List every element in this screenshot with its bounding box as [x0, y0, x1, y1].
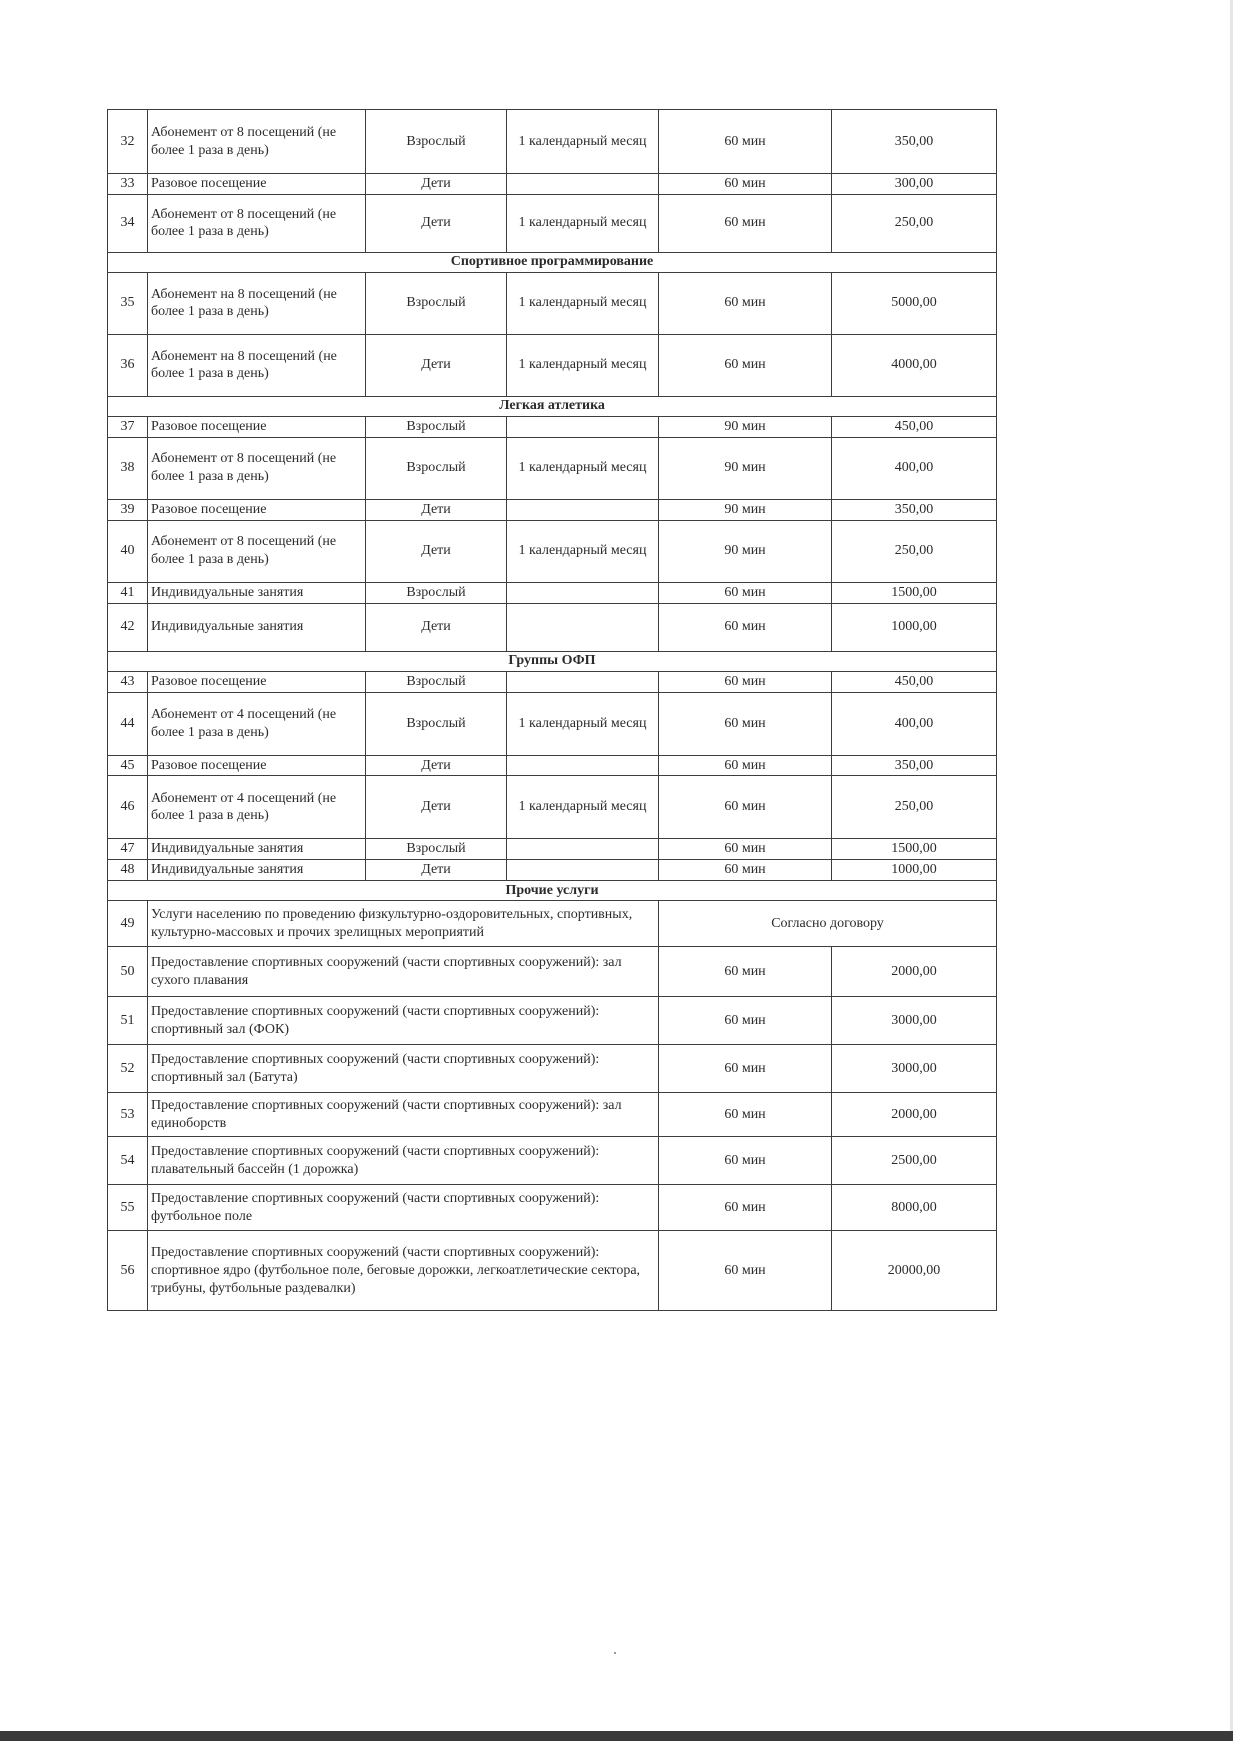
table-row — [108, 1137, 997, 1185]
validity-period — [507, 755, 659, 776]
table-row — [108, 174, 997, 195]
service-name: Предоставление спортивных сооружений (части спортивных сооружений): зал сухого плавания — [148, 947, 659, 997]
price-value: 250,00 — [832, 520, 997, 582]
row-number: 36 — [108, 334, 148, 396]
validity-period — [507, 839, 659, 860]
section-header-row — [108, 252, 997, 272]
table-row — [108, 776, 997, 839]
service-name: Разовое посещение — [148, 174, 366, 195]
validity-period — [507, 860, 659, 881]
price-value: 1500,00 — [832, 582, 997, 603]
service-name: Индивидуальные занятия — [148, 860, 366, 881]
price-value: 250,00 — [832, 776, 997, 839]
validity-period — [507, 174, 659, 195]
table-row — [108, 272, 997, 334]
table-row — [108, 947, 997, 997]
service-name: Абонемент на 8 посещений (не более 1 раза в день) — [148, 334, 366, 396]
session-duration: 60 мин — [659, 1093, 832, 1137]
session-duration: 90 мин — [659, 437, 832, 499]
price-value: 8000,00 — [832, 1185, 997, 1231]
price-value: 1500,00 — [832, 839, 997, 860]
session-duration: 60 мин — [659, 839, 832, 860]
table-row — [108, 603, 997, 651]
session-duration: 90 мин — [659, 520, 832, 582]
row-number: 56 — [108, 1231, 148, 1311]
validity-period: 1 календарный месяц — [507, 272, 659, 334]
service-name: Абонемент от 8 посещений (не более 1 раза в день) — [148, 437, 366, 499]
section-title: Группы ОФП — [108, 651, 997, 671]
service-name: Разовое посещение — [148, 416, 366, 437]
session-duration: 60 мин — [659, 272, 832, 334]
table-row — [108, 860, 997, 881]
row-number: 42 — [108, 603, 148, 651]
session-duration: 90 мин — [659, 416, 832, 437]
session-duration: 60 мин — [659, 755, 832, 776]
price-value: 5000,00 — [832, 272, 997, 334]
session-duration: 60 мин — [659, 194, 832, 252]
row-number: 55 — [108, 1185, 148, 1231]
service-name: Абонемент от 4 посещений (не более 1 раза в день) — [148, 692, 366, 755]
price-value: 2000,00 — [832, 947, 997, 997]
price-value: 450,00 — [832, 671, 997, 692]
row-number: 54 — [108, 1137, 148, 1185]
service-name: Разовое посещение — [148, 671, 366, 692]
service-name: Предоставление спортивных сооружений (части спортивных сооружений): спортивный зал (ФОК) — [148, 997, 659, 1045]
section-header-row — [108, 651, 997, 671]
validity-period: 1 календарный месяц — [507, 437, 659, 499]
session-duration: 60 мин — [659, 603, 832, 651]
client-category: Дети — [366, 334, 507, 396]
row-number: 41 — [108, 582, 148, 603]
section-title: Прочие услуги — [108, 881, 997, 901]
row-number: 47 — [108, 839, 148, 860]
row-number: 53 — [108, 1093, 148, 1137]
row-number: 32 — [108, 110, 148, 174]
row-number: 33 — [108, 174, 148, 195]
table-row — [108, 671, 997, 692]
row-number: 46 — [108, 776, 148, 839]
service-name: Индивидуальные занятия — [148, 582, 366, 603]
price-value: 3000,00 — [832, 997, 997, 1045]
service-name: Индивидуальные занятия — [148, 603, 366, 651]
service-name: Предоставление спортивных сооружений (части спортивных сооружений): спортивное ядро (футбольное поле, беговые дорожки, легкоатлетические сектора, трибуны, футбольные раздевалки) — [148, 1231, 659, 1311]
service-name: Предоставление спортивных сооружений (части спортивных сооружений): зал единоборств — [148, 1093, 659, 1137]
validity-period: 1 календарный месяц — [507, 776, 659, 839]
row-number: 37 — [108, 416, 148, 437]
price-value: 450,00 — [832, 416, 997, 437]
table-row — [108, 520, 997, 582]
table-row — [108, 1185, 997, 1231]
table-row — [108, 839, 997, 860]
client-category: Взрослый — [366, 416, 507, 437]
session-duration: 90 мин — [659, 499, 832, 520]
scan-edge-bottom — [0, 1731, 1233, 1741]
table-row — [108, 901, 997, 947]
service-name: Абонемент от 8 посещений (не более 1 раза в день) — [148, 520, 366, 582]
client-category: Дети — [366, 194, 507, 252]
validity-period: 1 календарный месяц — [507, 520, 659, 582]
table-row — [108, 1093, 997, 1137]
section-title: Спортивное программирование — [108, 252, 997, 272]
service-name: Абонемент от 4 посещений (не более 1 раза в день) — [148, 776, 366, 839]
price-value: 2500,00 — [832, 1137, 997, 1185]
table-row — [108, 692, 997, 755]
table-row — [108, 416, 997, 437]
client-category: Дети — [366, 499, 507, 520]
client-category: Дети — [366, 174, 507, 195]
service-name: Индивидуальные занятия — [148, 839, 366, 860]
client-category: Взрослый — [366, 437, 507, 499]
price-value: 1000,00 — [832, 603, 997, 651]
row-number: 35 — [108, 272, 148, 334]
service-name: Предоставление спортивных сооружений (части спортивных сооружений): футбольное поле — [148, 1185, 659, 1231]
section-header-row — [108, 396, 997, 416]
client-category: Взрослый — [366, 582, 507, 603]
row-number: 45 — [108, 755, 148, 776]
validity-period — [507, 582, 659, 603]
scan-speck — [614, 1652, 616, 1654]
session-duration: 60 мин — [659, 1045, 832, 1093]
table-row — [108, 110, 997, 174]
client-category: Дети — [366, 603, 507, 651]
section-header-row — [108, 881, 997, 901]
price-value: 350,00 — [832, 110, 997, 174]
validity-period — [507, 603, 659, 651]
table-row — [108, 997, 997, 1045]
price-value: 400,00 — [832, 437, 997, 499]
session-duration: 60 мин — [659, 1137, 832, 1185]
session-duration: 60 мин — [659, 692, 832, 755]
validity-period: 1 календарный месяц — [507, 692, 659, 755]
row-number: 48 — [108, 860, 148, 881]
table-row — [108, 334, 997, 396]
session-duration: 60 мин — [659, 947, 832, 997]
validity-period — [507, 671, 659, 692]
table-row — [108, 437, 997, 499]
row-number: 52 — [108, 1045, 148, 1093]
validity-period: 1 календарный месяц — [507, 334, 659, 396]
price-value: 250,00 — [832, 194, 997, 252]
session-duration: 60 мин — [659, 776, 832, 839]
validity-period — [507, 416, 659, 437]
price-value: 2000,00 — [832, 1093, 997, 1137]
row-number: 40 — [108, 520, 148, 582]
service-name: Разовое посещение — [148, 499, 366, 520]
price-value: 350,00 — [832, 499, 997, 520]
price-value: 3000,00 — [832, 1045, 997, 1093]
session-duration: 60 мин — [659, 174, 832, 195]
service-name: Абонемент на 8 посещений (не более 1 раза в день) — [148, 272, 366, 334]
client-category: Взрослый — [366, 272, 507, 334]
session-duration: 60 мин — [659, 997, 832, 1045]
service-name: Абонемент от 8 посещений (не более 1 раза в день) — [148, 194, 366, 252]
client-category: Взрослый — [366, 110, 507, 174]
client-category: Дети — [366, 520, 507, 582]
row-number: 44 — [108, 692, 148, 755]
validity-period — [507, 499, 659, 520]
table-row — [108, 194, 997, 252]
table-row — [108, 1231, 997, 1311]
agreement-value: Согласно договору — [659, 901, 997, 947]
row-number: 49 — [108, 901, 148, 947]
session-duration: 60 мин — [659, 1185, 832, 1231]
price-table-body — [108, 110, 997, 1311]
service-name: Предоставление спортивных сооружений (части спортивных сооружений): спортивный зал (Батута) — [148, 1045, 659, 1093]
session-duration: 60 мин — [659, 860, 832, 881]
price-value: 4000,00 — [832, 334, 997, 396]
price-table — [107, 109, 997, 1311]
service-name: Разовое посещение — [148, 755, 366, 776]
table-row — [108, 582, 997, 603]
table-row — [108, 755, 997, 776]
client-category: Дети — [366, 755, 507, 776]
price-value: 300,00 — [832, 174, 997, 195]
price-value: 400,00 — [832, 692, 997, 755]
session-duration: 60 мин — [659, 334, 832, 396]
client-category: Взрослый — [366, 839, 507, 860]
table-row — [108, 1045, 997, 1093]
row-number: 38 — [108, 437, 148, 499]
section-title: Легкая атлетика — [108, 396, 997, 416]
table-row — [108, 499, 997, 520]
price-value: 350,00 — [832, 755, 997, 776]
client-category: Дети — [366, 776, 507, 839]
row-number: 50 — [108, 947, 148, 997]
row-number: 34 — [108, 194, 148, 252]
service-name: Абонемент от 8 посещений (не более 1 раза в день) — [148, 110, 366, 174]
session-duration: 60 мин — [659, 1231, 832, 1311]
session-duration: 60 мин — [659, 110, 832, 174]
validity-period: 1 календарный месяц — [507, 110, 659, 174]
service-name: Предоставление спортивных сооружений (части спортивных сооружений): плавательный бассейн (1 дорожка) — [148, 1137, 659, 1185]
price-value: 20000,00 — [832, 1231, 997, 1311]
client-category: Дети — [366, 860, 507, 881]
service-name: Услуги населению по проведению физкультурно-оздоровительных, спортивных, культурно-массовых и прочих зрелищных мероприятий — [148, 901, 659, 947]
price-value: 1000,00 — [832, 860, 997, 881]
row-number: 39 — [108, 499, 148, 520]
client-category: Взрослый — [366, 671, 507, 692]
row-number: 43 — [108, 671, 148, 692]
session-duration: 60 мин — [659, 582, 832, 603]
client-category: Взрослый — [366, 692, 507, 755]
validity-period: 1 календарный месяц — [507, 194, 659, 252]
session-duration: 60 мин — [659, 671, 832, 692]
row-number: 51 — [108, 997, 148, 1045]
